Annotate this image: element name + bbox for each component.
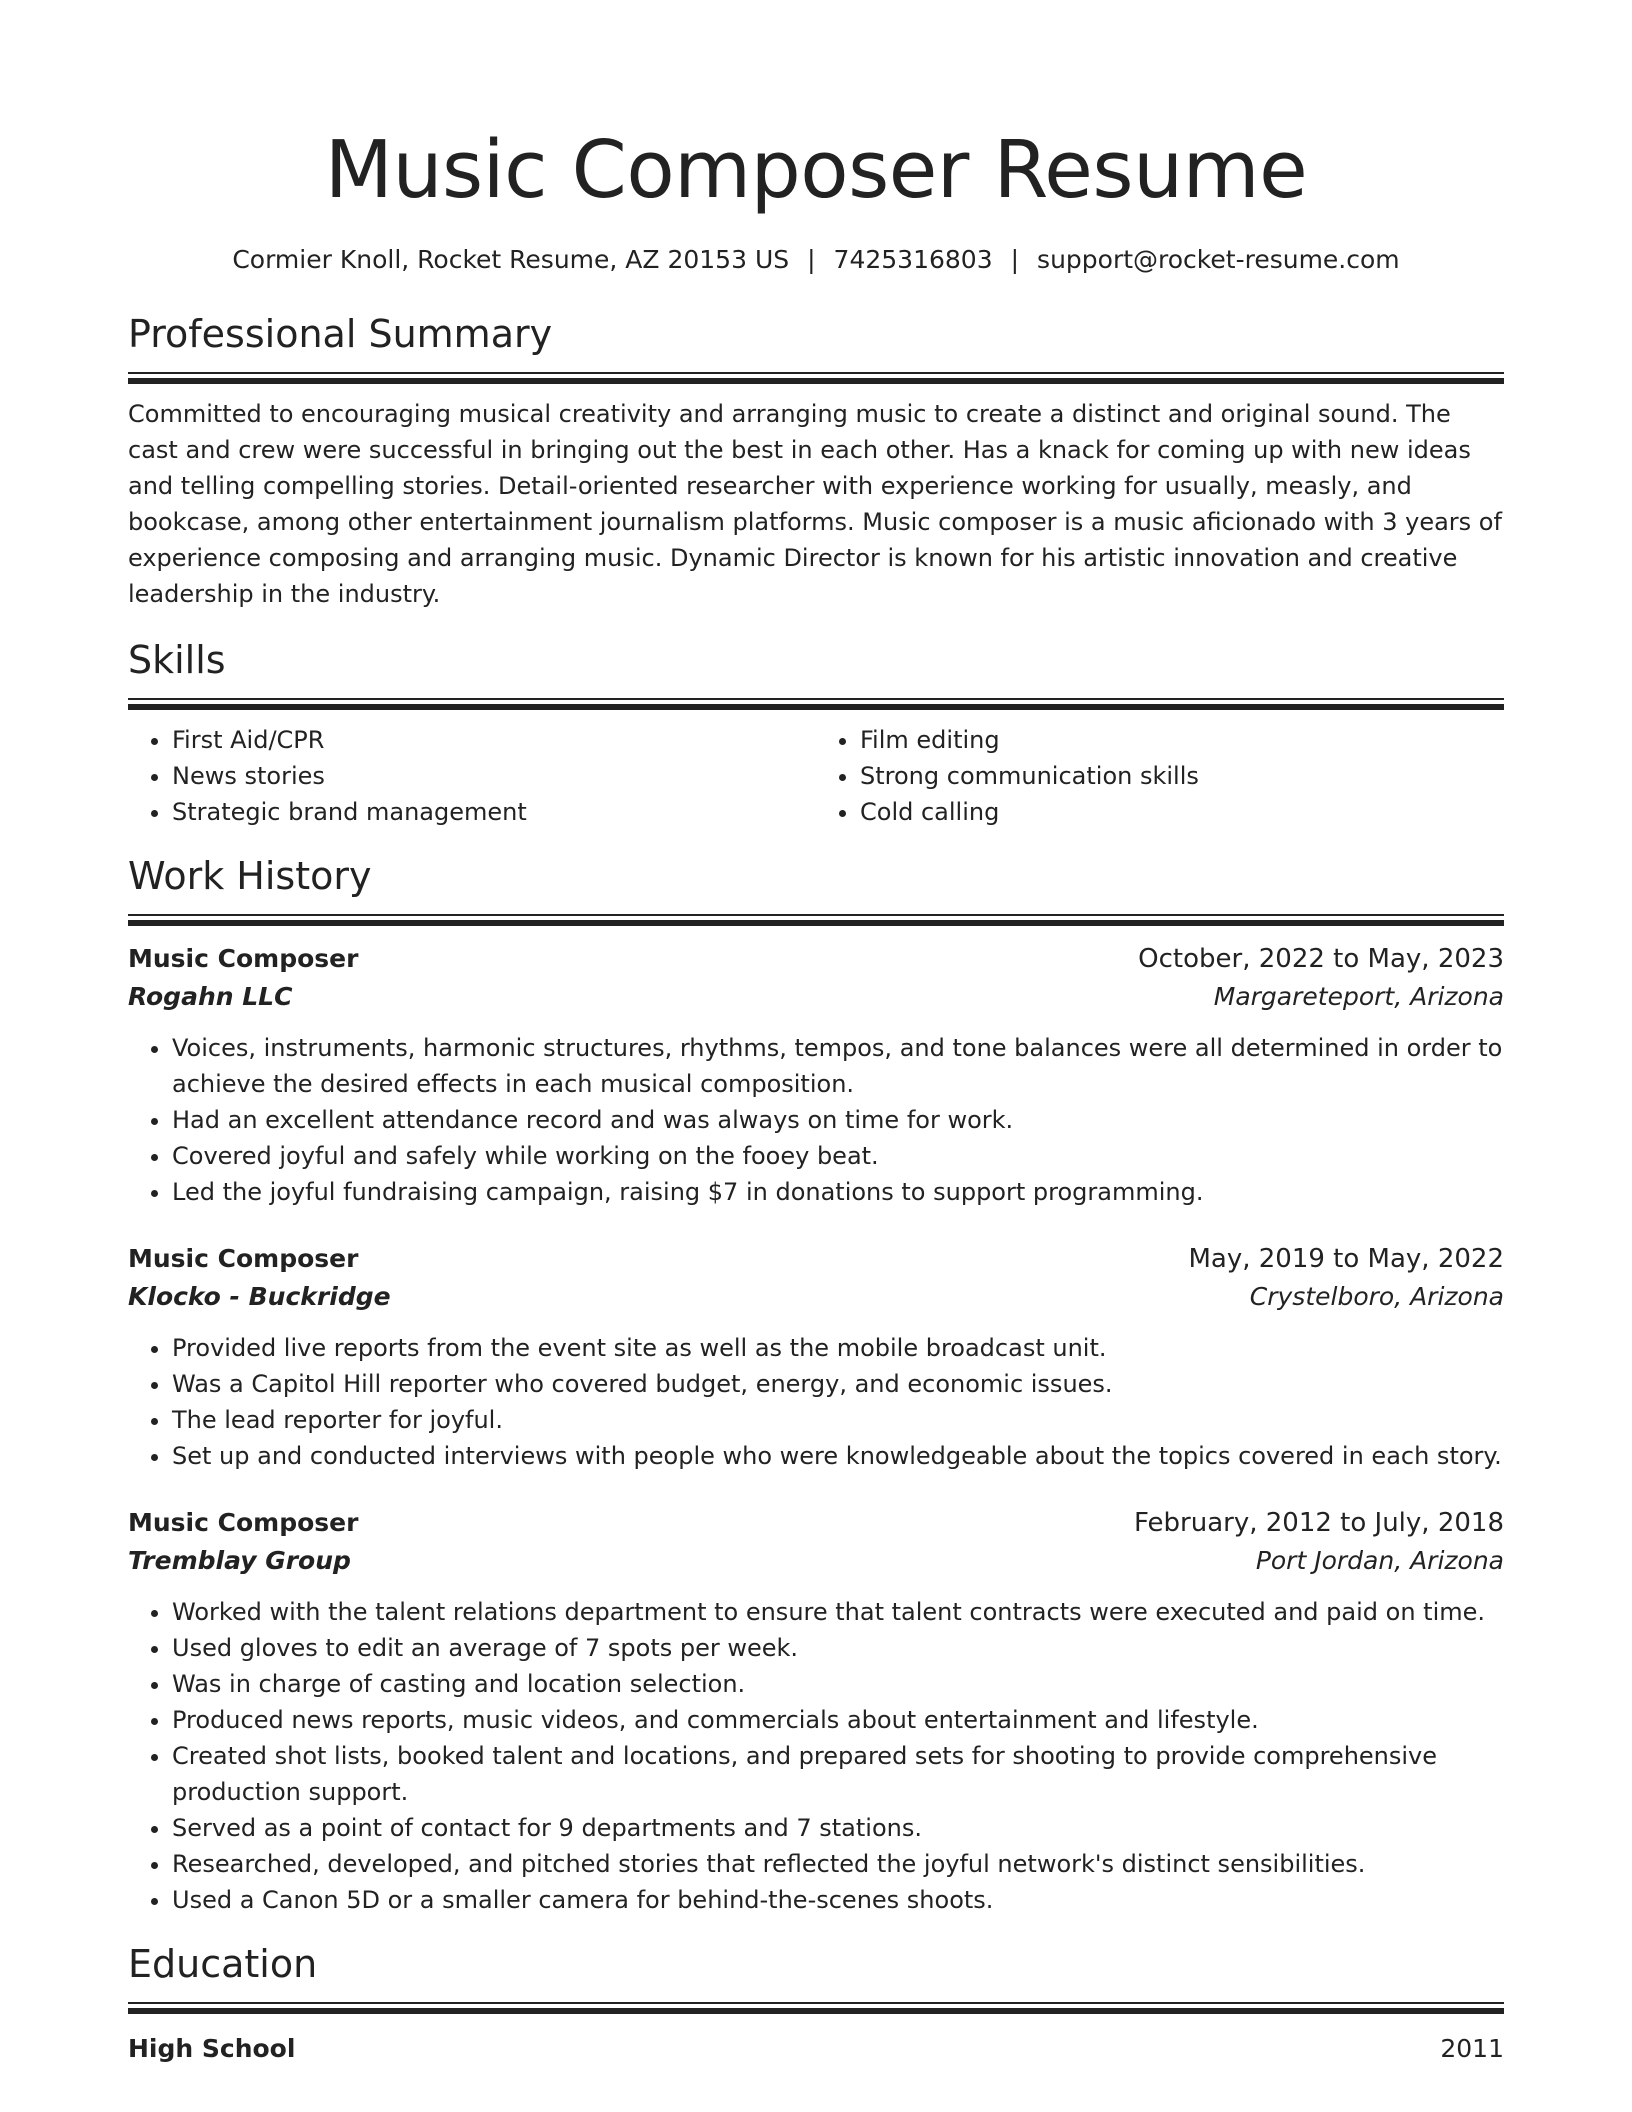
job-company: Tremblay Group xyxy=(128,1546,351,1575)
job-bullet: • The lead reporter for joyful. xyxy=(172,1402,1504,1438)
contact-separator: | xyxy=(1010,245,1020,274)
job-entry xyxy=(128,940,1504,1210)
skill-item: • News stories xyxy=(172,758,816,794)
job-header xyxy=(128,1240,1504,1278)
summary-text: Committed to encouraging musical creativity and arranging music to create a distinct and original sound. The cast and crew were successful in bringing out the best in each other. Has a knack for coming up with new ideas and telling compelling stories. Detail-oriented researcher with experience working for usually, measly, and bookcase, among other entertainment journalism platforms. Music composer is a music aficionado with 3 years of experience composing and arranging music. Dynamic Director is known for his artistic innovation and creative leadership in the industry. xyxy=(128,400,1502,608)
job-title: Music Composer xyxy=(128,1508,359,1537)
job-bullet: • Researched, developed, and pitched stories that reflected the joyful network's distinct sensibilities. xyxy=(172,1846,1504,1882)
job-bullet: • Was a Capitol Hill reporter who covered budget, energy, and economic issues. xyxy=(172,1366,1504,1402)
skills-column-left xyxy=(128,722,816,830)
job-title: Music Composer xyxy=(128,944,359,973)
section-divider xyxy=(128,372,1504,384)
job-dates: October, 2022 to May, 2023 xyxy=(1138,944,1504,974)
job-subheader xyxy=(128,1542,1504,1580)
section-heading-work-history: Work History xyxy=(128,854,372,898)
contact-address: Cormier Knoll, Rocket Resume, AZ 20153 US xyxy=(232,245,790,274)
job-bullet: • Used gloves to edit an average of 7 spots per week. xyxy=(172,1630,1504,1666)
section-heading-summary: Professional Summary xyxy=(128,312,553,356)
job-entry xyxy=(128,1504,1504,1918)
skill-item: • First Aid/CPR xyxy=(172,722,816,758)
job-dates: May, 2019 to May, 2022 xyxy=(1188,1244,1504,1274)
education-entry xyxy=(128,2030,1504,2068)
job-location: Margareteport, Arizona xyxy=(1213,982,1504,1011)
education-year: 2011 xyxy=(1440,2034,1504,2063)
job-company: Klocko - Buckridge xyxy=(128,1282,391,1311)
job-bullet: • Had an excellent attendance record and was always on time for work. xyxy=(172,1102,1504,1138)
skills-column-right xyxy=(816,722,1504,830)
education-school: High School xyxy=(128,2034,296,2063)
work-history-section xyxy=(128,852,1504,1918)
summary-section xyxy=(128,310,1504,612)
job-bullet: • Provided live reports from the event site as well as the mobile broadcast unit. xyxy=(172,1330,1504,1366)
skill-item: • Strong communication skills xyxy=(860,758,1504,794)
skill-item: • Cold calling xyxy=(860,794,1504,830)
job-header xyxy=(128,940,1504,978)
job-bullet: • Led the joyful fundraising campaign, raising $7 in donations to support programming. xyxy=(172,1174,1504,1210)
job-bullet: • Created shot lists, booked talent and locations, and prepared sets for shooting to provide comprehensive production support. xyxy=(172,1738,1504,1810)
contact-phone: 7425316803 xyxy=(833,245,993,274)
job-location: Crystelboro, Arizona xyxy=(1249,1282,1504,1311)
job-bullet: • Covered joyful and safely while working on the fooey beat. xyxy=(172,1138,1504,1174)
job-bullet: • Used a Canon 5D or a smaller camera for behind-the-scenes shoots. xyxy=(172,1882,1504,1918)
job-entry xyxy=(128,1240,1504,1474)
job-header xyxy=(128,1504,1504,1542)
job-bullets xyxy=(128,1330,1504,1474)
contact-separator: | xyxy=(807,245,816,274)
job-subheader xyxy=(128,978,1504,1016)
skills-section xyxy=(128,636,1504,830)
job-bullets xyxy=(128,1594,1504,1918)
job-title: Music Composer xyxy=(128,1244,359,1273)
job-bullet: • Voices, instruments, harmonic structures, rhythms, tempos, and tone balances were all determined in order to achieve the desired effects in each musical composition. xyxy=(172,1030,1504,1102)
job-dates: February, 2012 to July, 2018 xyxy=(1134,1508,1504,1538)
job-bullet: • Served as a point of contact for 9 departments and 7 stations. xyxy=(172,1810,1504,1846)
section-heading-education: Education xyxy=(128,1942,318,1986)
job-bullet: • Set up and conducted interviews with people who were knowledgeable about the topics covered in each story. xyxy=(172,1438,1504,1474)
job-bullet: • Was in charge of casting and location selection. xyxy=(172,1666,1504,1702)
section-heading-skills: Skills xyxy=(128,638,226,682)
job-subheader xyxy=(128,1278,1504,1316)
education-section xyxy=(128,1940,1504,2068)
job-company: Rogahn LLC xyxy=(128,982,293,1011)
contact-line xyxy=(128,244,1504,276)
skills-list xyxy=(128,722,1504,830)
page-title: Music Composer Resume xyxy=(324,124,1308,216)
section-divider xyxy=(128,914,1504,926)
job-location: Port Jordan, Arizona xyxy=(1255,1546,1504,1575)
skill-item: • Film editing xyxy=(860,722,1504,758)
section-divider xyxy=(128,698,1504,710)
section-divider xyxy=(128,2002,1504,2014)
contact-email: support@rocket-resume.com xyxy=(1037,245,1400,274)
job-bullet: • Worked with the talent relations department to ensure that talent contracts were executed and paid on time. xyxy=(172,1594,1504,1630)
skill-item: • Strategic brand management xyxy=(172,794,816,830)
job-bullet: • Produced news reports, music videos, and commercials about entertainment and lifestyle. xyxy=(172,1702,1504,1738)
job-bullets xyxy=(128,1030,1504,1210)
